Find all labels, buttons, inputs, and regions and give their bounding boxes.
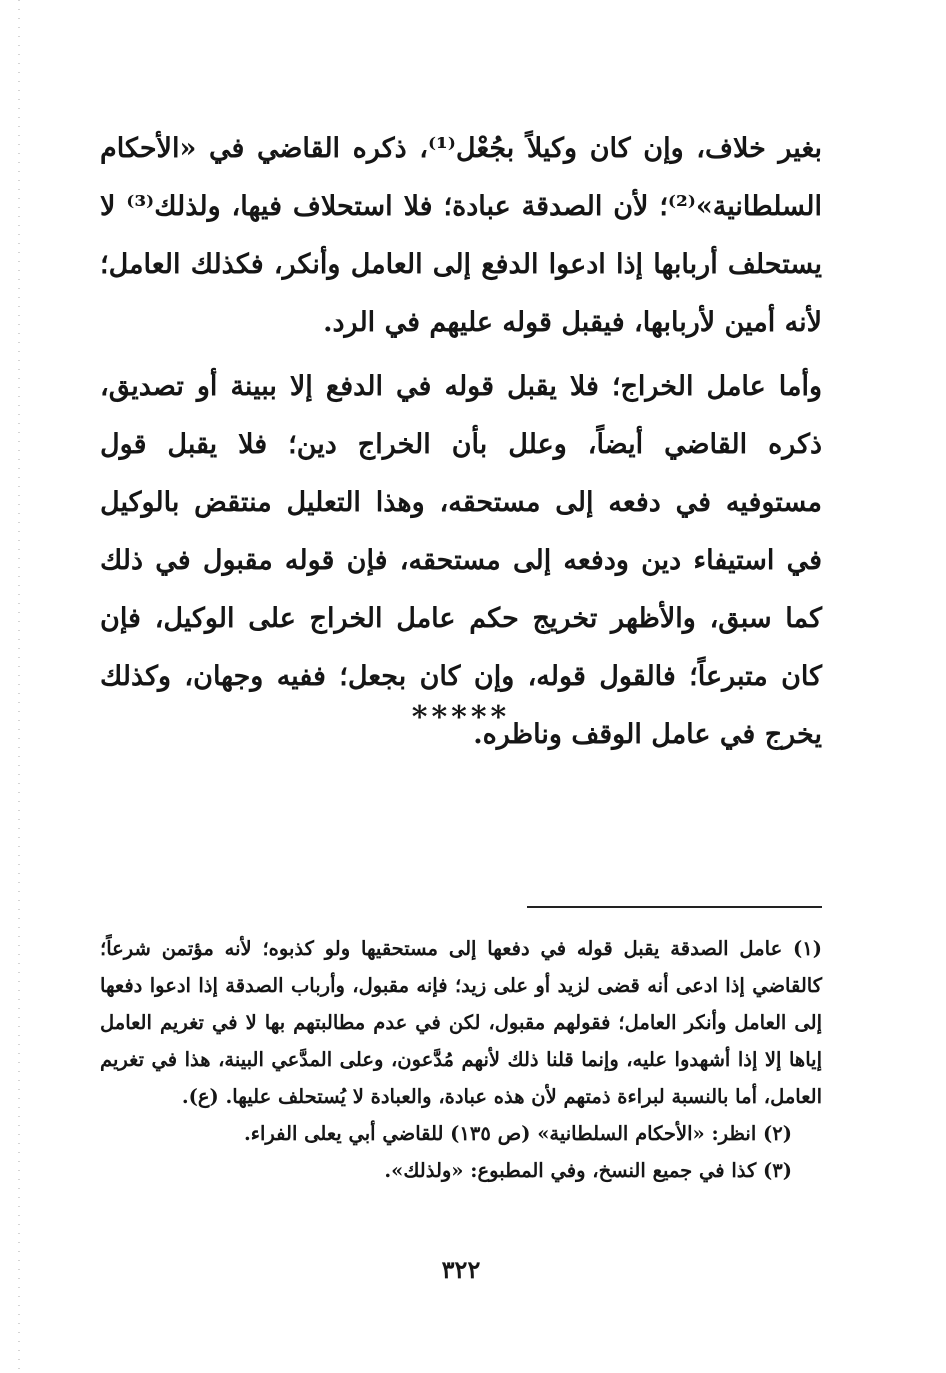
body-paragraph-2: وأما عامل الخراج؛ فلا يقبل قوله في الدفع إلا ببينة أو تصديق، ذكره القاضي أيضاً، وعلل بأن الخراج دين؛ فلا يقبل قول مستوفيه في دفعه إلى مستحقه، وهذا التعليل منتقض بالوكيل في استيفاء دين ودفعه إلى مستحقه، فإن قوله مقبول في ذلك كما سبق، والأظهر تخريج حكم عامل الخراج على الوكيل، فإن كان متبرعاً؛ فالقول قوله، وإن كان بجعل؛ ففيه وجهان، وكذلك يخرج في عامل الوقف وناظره. [100,371,823,750]
footnote-divider [527,906,822,908]
body-paragraph-1: بغير خلاف، وإن كان وكيلاً بجُعْل⁽¹⁾، ذكره القاضي في «الأحكام السلطانية»⁽²⁾؛ لأن الصدقة عبادة؛ فلا استحلاف فيها، ولذلك⁽³⁾ لا يستحلف أربابها إذا ادعوا الدفع إلى العامل وأنكر، فكذلك العامل؛ لأنه أمين لأربابها، فيقبل قوله عليهم في الرد. [100,133,822,338]
footnote-3: (٣) كذا في جميع النسخ، وفي المطبوع: «ولذلك». [384,1159,792,1182]
binding-margin-dots [18,0,20,1373]
footnote-1: (١) عامل الصدقة يقبل قوله في دفعها إلى مستحقيها ولو كذبوه؛ لأنه مؤتمن شرعاً؛ كالقاضي إذا ادعى أنه قضى لزيد أو على زيد؛ فإنه مقبول، وأرباب الصدقة إذا ادعوا دفعها إلى العامل وأنكر العامل؛ فقولهم مقبول، لكن في عدم مطالبتهم بها لا في تغريم العامل إياها إلا إذا أشهدوا عليه، وإنما قلنا ذلك لأنهم مُدَّعون، وعلى المدَّعي البينة، هذا في تغريم العامل، أما بالنسبة لبراءة ذمتهم لأن هذه عبادة، والعبادة لا يُستحلف عليها. (ع). [100,937,822,1108]
page-number: ٣٢٢ [441,1255,481,1284]
section-separator: ***** [411,700,511,735]
footnote-2: (٢) انظر: «الأحكام السلطانية» (ص ١٣٥) للقاضي أبي يعلى الفراء. [244,1122,792,1145]
footnotes [100,930,822,1189]
book-page [100,120,822,1300]
